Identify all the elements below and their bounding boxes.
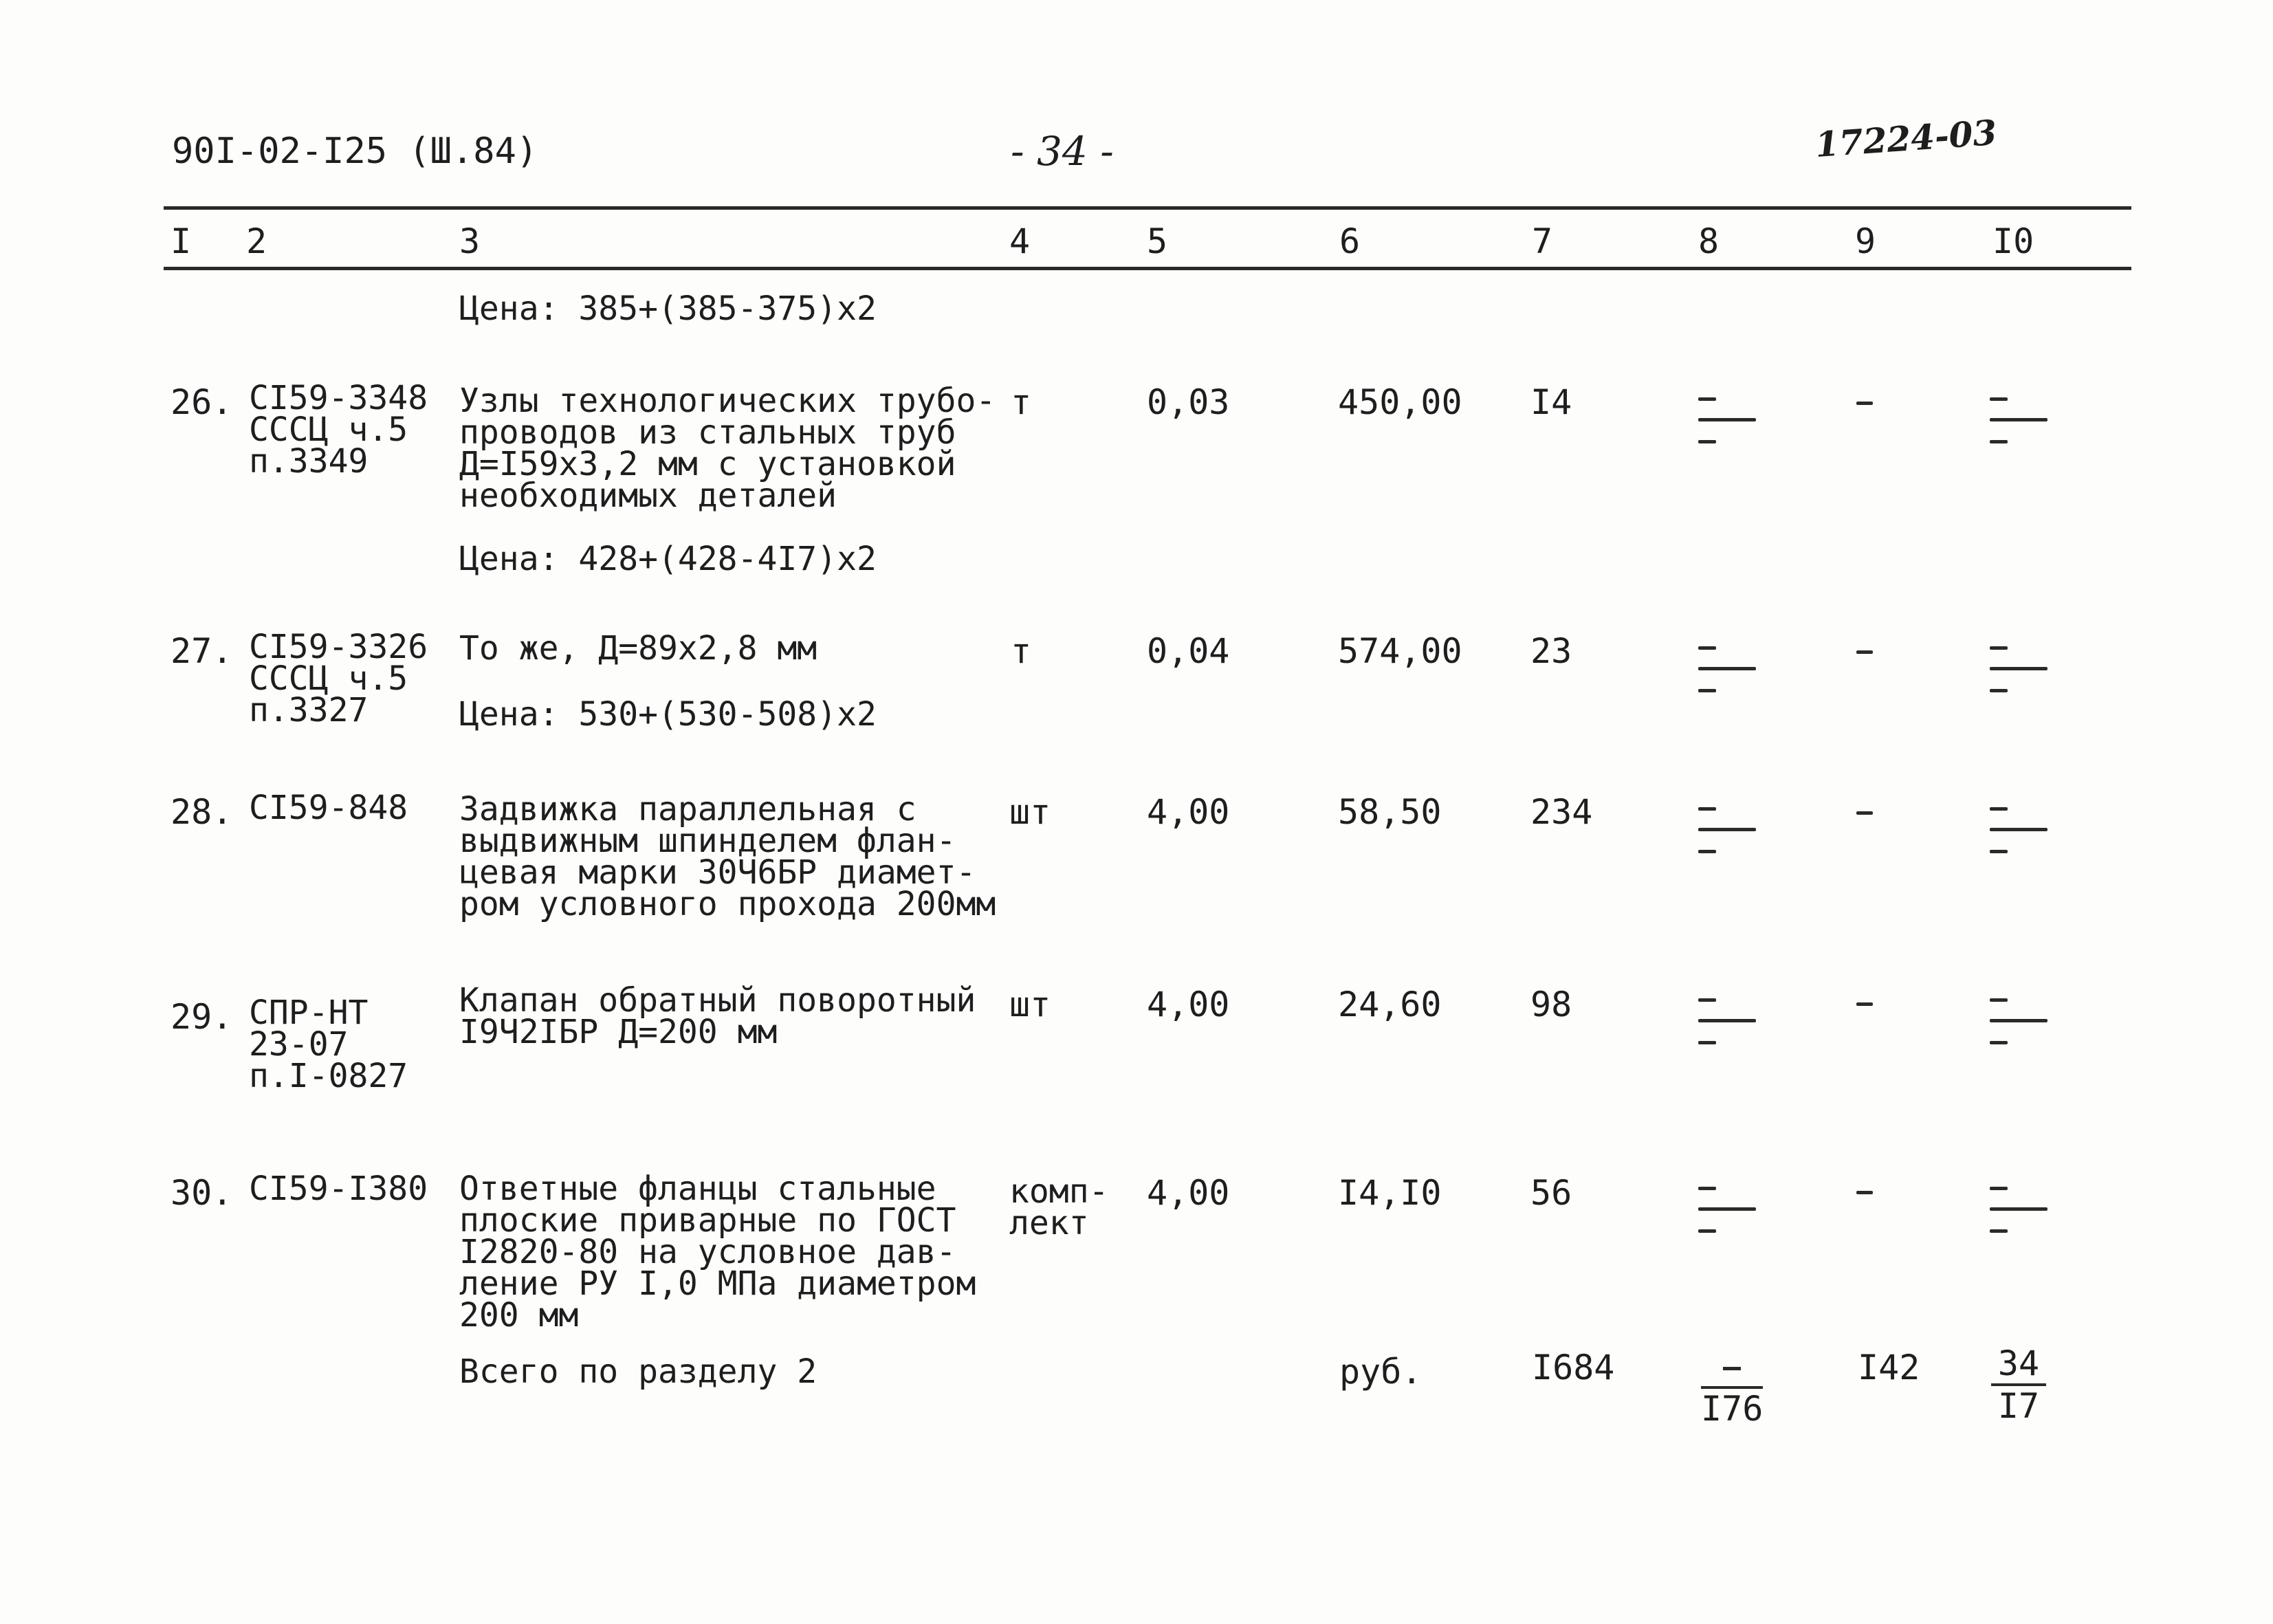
item-code-line: 23-07	[249, 1025, 349, 1064]
item-unit-cost: 24,60	[1338, 985, 1442, 1024]
item-number: 30.	[171, 1173, 233, 1213]
section-total-amount: I684	[1532, 1348, 1615, 1387]
item-quantity: 0,04	[1147, 631, 1230, 671]
description-line: I2820-80 на условное дав-	[459, 1233, 956, 1271]
description-line: необходимых деталей	[459, 476, 837, 515]
item-price-note: Цена: 530+(530-508)x2	[459, 695, 877, 734]
item-description	[459, 1170, 976, 1335]
description-line: Д=I59x3,2 мм с установкой	[459, 445, 956, 483]
column-header-5: 5	[1147, 221, 1168, 261]
item-description	[459, 382, 996, 515]
column-header-8: 8	[1698, 221, 1720, 261]
header-bottom-rule	[164, 267, 2131, 270]
item-code-line: СССЦ ч.5	[249, 410, 408, 449]
unit-line: лект	[1009, 1204, 1089, 1242]
item-unit-cost: 450,00	[1338, 382, 1462, 422]
column-header-10: I0	[1992, 221, 2034, 261]
column-header-2: 2	[246, 221, 267, 261]
description-line: проводов из стальных труб	[459, 413, 956, 452]
column-header-3: 3	[459, 221, 481, 261]
item-number: 29.	[171, 997, 233, 1037]
section-total-col9: I42	[1858, 1348, 1920, 1387]
item-code-line: СПР-НТ	[249, 994, 369, 1032]
item-quantity: 4,00	[1147, 985, 1230, 1024]
description-line: Ответные фланцы стальные	[459, 1170, 936, 1208]
item-code-line: п.I-0827	[249, 1057, 408, 1095]
item-total-cost: 98	[1530, 985, 1572, 1024]
item-description	[459, 790, 996, 923]
description-line: 200 мм	[459, 1296, 579, 1335]
item-code-line: CI59-I380	[249, 1170, 428, 1208]
column-header-7: 7	[1532, 221, 1553, 261]
description-line: ление РУ I,0 МПа диаметром	[459, 1264, 976, 1303]
item-description	[459, 629, 817, 668]
archive-number-handwritten: 17224-03	[1814, 111, 1999, 166]
item-unit: т	[1011, 631, 1032, 671]
item-total-cost: I4	[1530, 382, 1572, 422]
description-line: Узлы технологических трубо-	[459, 382, 996, 420]
document-code: 90I-02-I25 (Ш.84)	[172, 131, 538, 172]
description-line: Задвижка параллельная с	[459, 790, 916, 829]
item-unit: т	[1011, 382, 1032, 422]
description-line: Клапан обратный поворотный	[459, 981, 976, 1020]
item-code-line: п.3327	[249, 691, 369, 729]
item-unit: шт	[1009, 792, 1051, 832]
item-code-line: CI59-3348	[249, 379, 428, 417]
column-header-6: 6	[1339, 221, 1361, 261]
item-unit-cost: 58,50	[1338, 792, 1442, 832]
item-code-line: СССЦ ч.5	[249, 659, 408, 698]
section-total-col10	[1991, 1345, 2046, 1425]
item-code	[249, 789, 408, 827]
item-code	[249, 379, 428, 481]
item-number: 26.	[171, 382, 233, 422]
item-quantity: 0,03	[1147, 382, 1230, 422]
item-unit	[1009, 1172, 1109, 1242]
item-quantity: 4,00	[1147, 1173, 1230, 1213]
description-line: выдвижным шпинделем флан-	[459, 822, 956, 860]
item-unit-cost: 574,00	[1338, 631, 1462, 671]
item-code-line: CI59-848	[249, 789, 408, 827]
item-total-cost: 23	[1530, 631, 1572, 671]
fraction-bottom: I7	[1997, 1386, 2040, 1426]
description-line: ром условного прохода 200мм	[459, 885, 996, 923]
description-line: То же, Д=89x2,8 мм	[459, 629, 817, 668]
column-header-1: I	[171, 221, 192, 261]
item-quantity: 4,00	[1147, 792, 1230, 832]
item-code	[249, 628, 428, 729]
description-line: I9Ч2IБР Д=200 мм	[459, 1013, 778, 1051]
fraction-bottom: I76	[1701, 1389, 1764, 1429]
fraction-top: 34	[1997, 1343, 2040, 1383]
item-description	[459, 981, 976, 1051]
column-header-9: 9	[1855, 221, 1876, 261]
item-number: 27.	[171, 631, 233, 671]
fraction-top-dash	[1701, 1348, 1763, 1385]
item-total-cost: 56	[1530, 1173, 1572, 1213]
description-line: цевая марки 30Ч6БР диамет-	[459, 853, 976, 892]
item-number: 28.	[171, 792, 233, 832]
price-note: Цена: 385+(385-375)x2	[459, 289, 877, 328]
item-total-cost: 234	[1530, 792, 1593, 832]
item-code	[249, 994, 408, 1095]
description-line: плоские приварные по ГОСТ	[459, 1201, 956, 1240]
section-total-currency: руб.	[1339, 1352, 1423, 1392]
item-unit-cost: I4,I0	[1338, 1173, 1442, 1213]
item-code-line: п.3349	[249, 442, 369, 481]
item-price-note: Цена: 428+(428-4I7)x2	[459, 540, 877, 578]
item-code	[249, 1170, 428, 1208]
section-total-col8	[1701, 1348, 1763, 1427]
item-unit: шт	[1009, 985, 1051, 1024]
column-header-4: 4	[1009, 221, 1031, 261]
page-number: - 34 -	[1011, 128, 1114, 175]
section-total-label: Всего по разделу 2	[459, 1352, 817, 1391]
unit-line: комп-	[1009, 1172, 1109, 1211]
table-top-rule	[164, 206, 2131, 210]
item-code-line: CI59-3326	[249, 628, 428, 666]
